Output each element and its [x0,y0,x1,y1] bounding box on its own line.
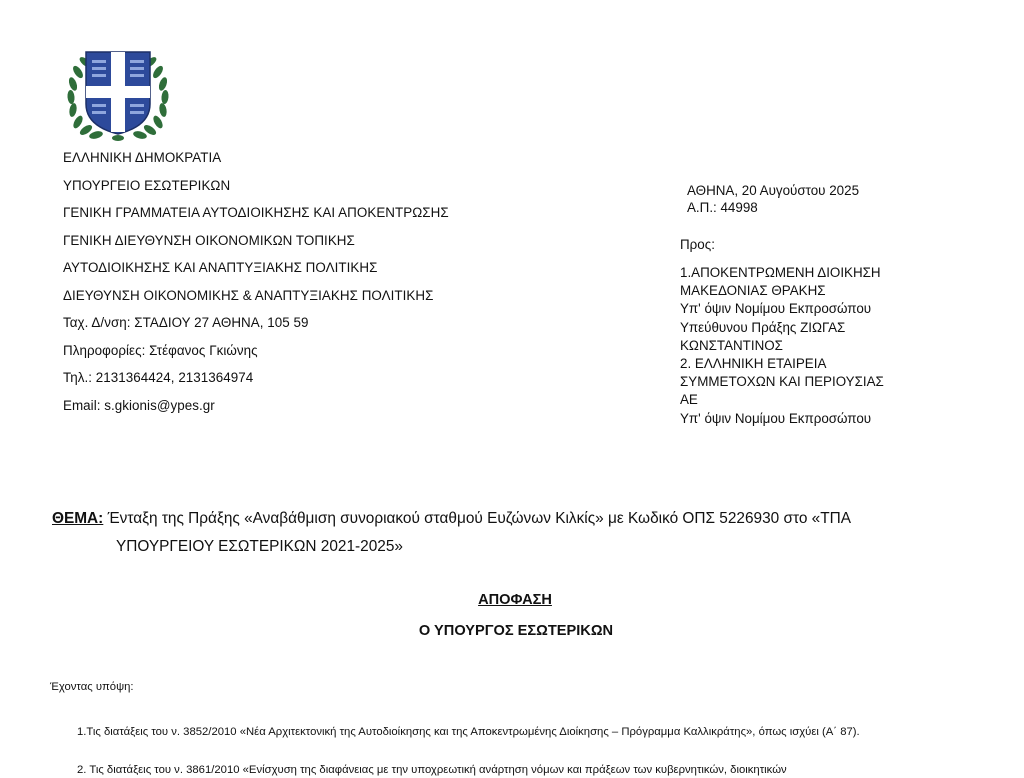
considering-heading: Έχοντας υπόψη: [50,681,134,693]
recipient-line: ΚΩΝΣΤΑΝΤΙΝΟΣ [680,337,783,353]
sender-block [63,144,623,419]
sender-ministry: ΥΠΟΥΡΓΕΙΟ ΕΣΩΤΕΡΙΚΩΝ [63,177,231,193]
sender-information: Πληροφορίες: Στέφανος Γκιώνης [63,342,258,358]
protocol-number: Α.Π.: 44998 [687,200,758,215]
greek-emblem-logo [64,42,172,142]
recipients-block [680,236,884,428]
recipients-label: Προς: [680,237,715,252]
recipient-line: 1.ΑΠΟΚΕΝΤΡΩΜΕΝΗ ΔΙΟΙΚΗΣΗ [680,265,881,280]
minister-title: Ο ΥΠΟΥΡΓΟΣ ΕΣΩΤΕΡΙΚΩΝ [418,623,614,639]
recipient-line: ΜΑΚΕΔΟΝΙΑΣ ΘΡΑΚΗΣ [680,283,826,299]
decision-title-text: ΑΠΟΦΑΣΗ [478,592,552,608]
subject-text-line1: Ένταξη της Πράξης «Αναβάθμιση συνοριακού σταθμού Ευζώνων Κιλκίς» με Κωδικό ΟΠΣ 5226930 στο «ΤΠΑ [103,510,852,527]
subject-block [52,505,992,561]
recipient-line: Υπεύθυνου Πράξης ΖΙΩΓΑΣ [680,319,846,335]
considering-item-2: 2. Τις διατάξεις του ν. 3861/2010 «Ενίσχυση της διαφάνειας με την υποχρεωτική ανάρτηση νόμων και πράξεων των κυβερνητικών, διοικητικών [77,764,787,776]
recipient-line: ΣΥΜΜΕΤΟΧΩΝ ΚΑΙ ΠΕΡΙΟΥΣΙΑΣ [680,374,884,390]
document-date: ΑΘΗΝΑ, 20 Αυγούστου 2025 [687,183,860,198]
date-protocol-block [687,182,859,216]
recipient-line: 2. ΕΛΛΗΝΙΚΗ ΕΤΑΙΡΕΙΑ [680,356,827,372]
recipient-line: ΑΕ [680,392,698,408]
recipient-line: Υπ' όψιν Νομίμου Εκπροσώπου [680,301,872,317]
recipient-line: Υπ' όψιν Νομίμου Εκπροσώπου [680,410,872,426]
sender-directorate: ΔΙΕΥΘΥΝΣΗ ΟΙΚΟΝΟΜΙΚΗΣ & ΑΝΑΠΤΥΞΙΑΚΗΣ ΠΟΛΙΤΙΚΗΣ [63,287,434,303]
decision-title [0,590,1024,610]
sender-general-directorate-1: ΓΕΝΙΚΗ ΔΙΕΥΘΥΝΣΗ ΟΙΚΟΝΟΜΙΚΩΝ ΤΟΠΙΚΗΣ [63,232,355,248]
sender-address: Ταχ. Δ/νση: ΣΤΑΔΙΟΥ 27 ΑΘΗΝΑ, 105 59 [63,315,309,330]
sender-general-directorate-2: ΑΥΤΟΔΙΟΙΚΗΣΗΣ ΚΑΙ ΑΝΑΠΤΥΞΙΑΚΗΣ ΠΟΛΙΤΙΚΗΣ [63,260,378,275]
subject-label: ΘΕΜΑ: [52,510,104,527]
considering-item-1: 1.Τις διατάξεις του ν. 3852/2010 «Νέα Αρχιτεκτονική της Αυτοδιοίκησης και της Αποκεντρωμένης Διοίκησης – Πρόγραμμα Καλλικράτης», όπως ισχύει (Α΄ 87). [77,726,860,738]
sender-country: ΕΛΛΗΝΙΚΗ ΔΗΜΟΚΡΑΤΙΑ [63,150,222,165]
sender-phone: Τηλ.: 2131364424, 2131364974 [63,370,254,385]
sender-general-secretariat: ΓΕΝΙΚΗ ΓΡΑΜΜΑΤΕΙΑ ΑΥΤΟΔΙΟΙΚΗΣΗΣ ΚΑΙ ΑΠΟΚΕΝΤΡΩΣΗΣ [63,205,449,220]
sender-email: Email: s.gkionis@ypes.gr [63,397,215,413]
subject-text-line2: ΥΠΟΥΡΓΕΙΟΥ ΕΣΩΤΕΡΙΚΩΝ 2021-2025» [116,538,403,555]
